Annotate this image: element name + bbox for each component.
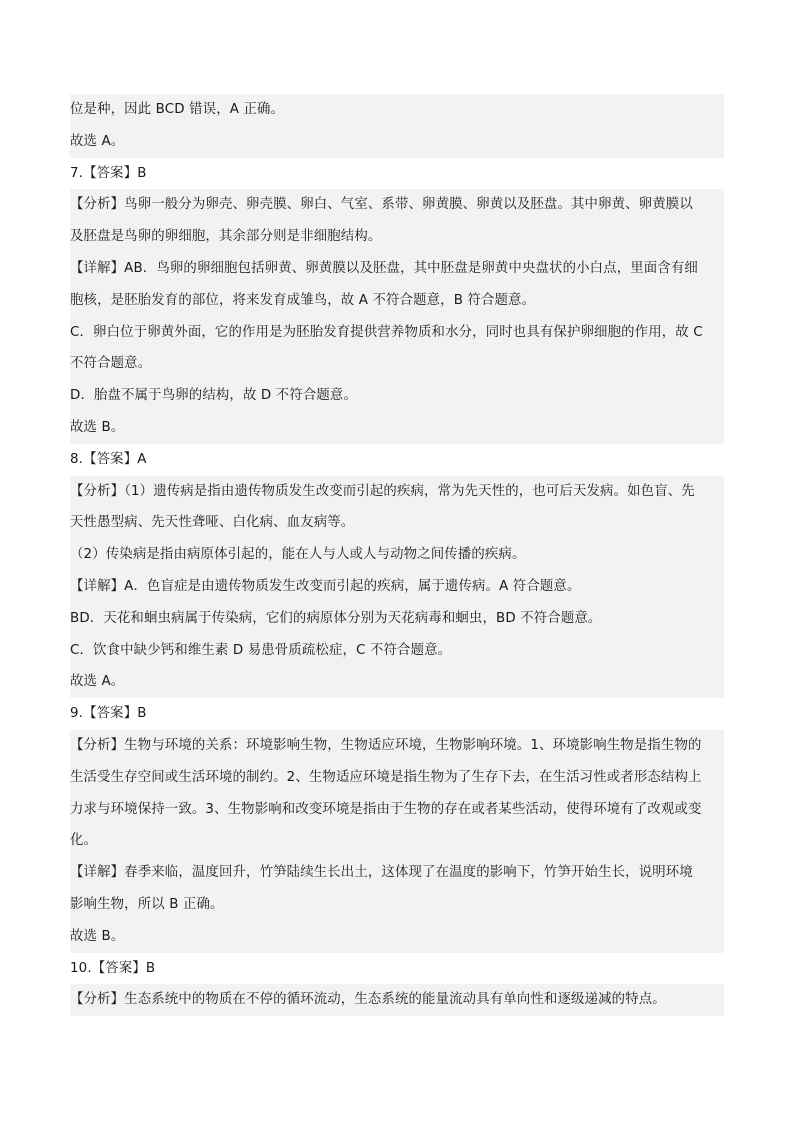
- text-line: 及胚盘是鸟卵的卵细胞，其余部分则是非细胞结构。: [70, 229, 382, 245]
- text-line: BD．天花和蛔虫病属于传染病，它们的病原体分别为天花病毒和蛔虫，BD 不符合题意。: [70, 610, 602, 626]
- text-line: 胞核，是胚胎发育的部位，将来发育成雏鸟，故 A 不符合题意，B 符合题意。: [70, 292, 536, 308]
- text-line: 力求与环境保持一致。3、生物影响和改变环境是指由于生物的存在或者某些活动，使得环境有了改观或变: [70, 801, 702, 817]
- text-line: 【分析】生态系统中的物质在不停的循环流动，生态系统的能量流动具有单向性和逐级递减的特点。: [70, 992, 666, 1008]
- answer-heading: 10.【答案】B: [70, 953, 724, 985]
- text-line: 天性愚型病、先天性聋哑、白化病、血友病等。: [70, 515, 355, 531]
- explanation-block: [70, 94, 724, 158]
- text-line: 【详解】A．色盲症是由遗传物质发生改变而引起的疾病，属于遗传病。A 符合题意。: [70, 578, 581, 594]
- text-line: 位是种，因此 BCD 错误，A 正确。: [70, 102, 285, 117]
- text-line: 化。: [70, 833, 98, 849]
- answer-heading: 9.【答案】B: [70, 698, 724, 730]
- explanation-block: [70, 984, 724, 1016]
- answer-heading: 7.【答案】B: [70, 158, 724, 190]
- text-line: D．胎盘不属于鸟卵的结构，故 D 不符合题意。: [70, 388, 358, 404]
- text-line: （2）传染病是指由病原体引起的，能在人与人或人与动物之间传播的疾病。: [70, 547, 526, 563]
- text-line: 【详解】春季来临，温度回升，竹笋陆续生长出土，这体现了在温度的影响下，竹笋开始生长，说明环境: [70, 865, 693, 881]
- text-line: 故选 A。: [70, 133, 125, 149]
- explanation-block: [70, 189, 724, 443]
- text-line: C．饮食中缺少钙和维生素 D 易患骨质疏松症，C 不符合题意。: [70, 642, 452, 658]
- text-line: 生活受生存空间或生活环境的制约。2、生物适应环境是指生物为了生存下去，在生活习性或者形态结构上: [70, 769, 702, 785]
- explanation-block: [70, 730, 724, 953]
- text-line: 影响生物，所以 B 正确。: [70, 896, 224, 912]
- text-line: 【分析】生物与环境的关系：环境影响生物，生物适应环境，生物影响环境。1、环境影响生物是指生物的: [70, 737, 702, 753]
- text-line: C．卵白位于卵黄外面，它的作用是为胚胎发育提供营养物质和水分，同时也具有保护卵细胞的作用，故 C: [70, 324, 703, 340]
- text-line: 【详解】AB．鸟卵的卵细胞包括卵黄、卵黄膜以及胚盘，其中胚盘是卵黄中央盘状的小白点，里面含有细: [70, 260, 698, 276]
- document-page: [70, 94, 724, 1016]
- answer-heading: 8.【答案】A: [70, 444, 724, 476]
- text-line: 故选 A。: [70, 674, 125, 690]
- text-line: 故选 B。: [70, 928, 125, 944]
- explanation-block: [70, 476, 724, 699]
- text-line: 不符合题意。: [70, 356, 152, 372]
- text-line: 【分析】（1）遗传病是指由遗传物质发生改变而引起的疾病，常为先天性的，也可后天发病。如色盲、先: [70, 483, 695, 499]
- text-line: 故选 B。: [70, 419, 125, 435]
- text-line: 【分析】鸟卵一般分为卵壳、卵壳膜、卵白、气室、系带、卵黄膜、卵黄以及胚盘。其中卵黄、卵黄膜以: [70, 197, 693, 213]
